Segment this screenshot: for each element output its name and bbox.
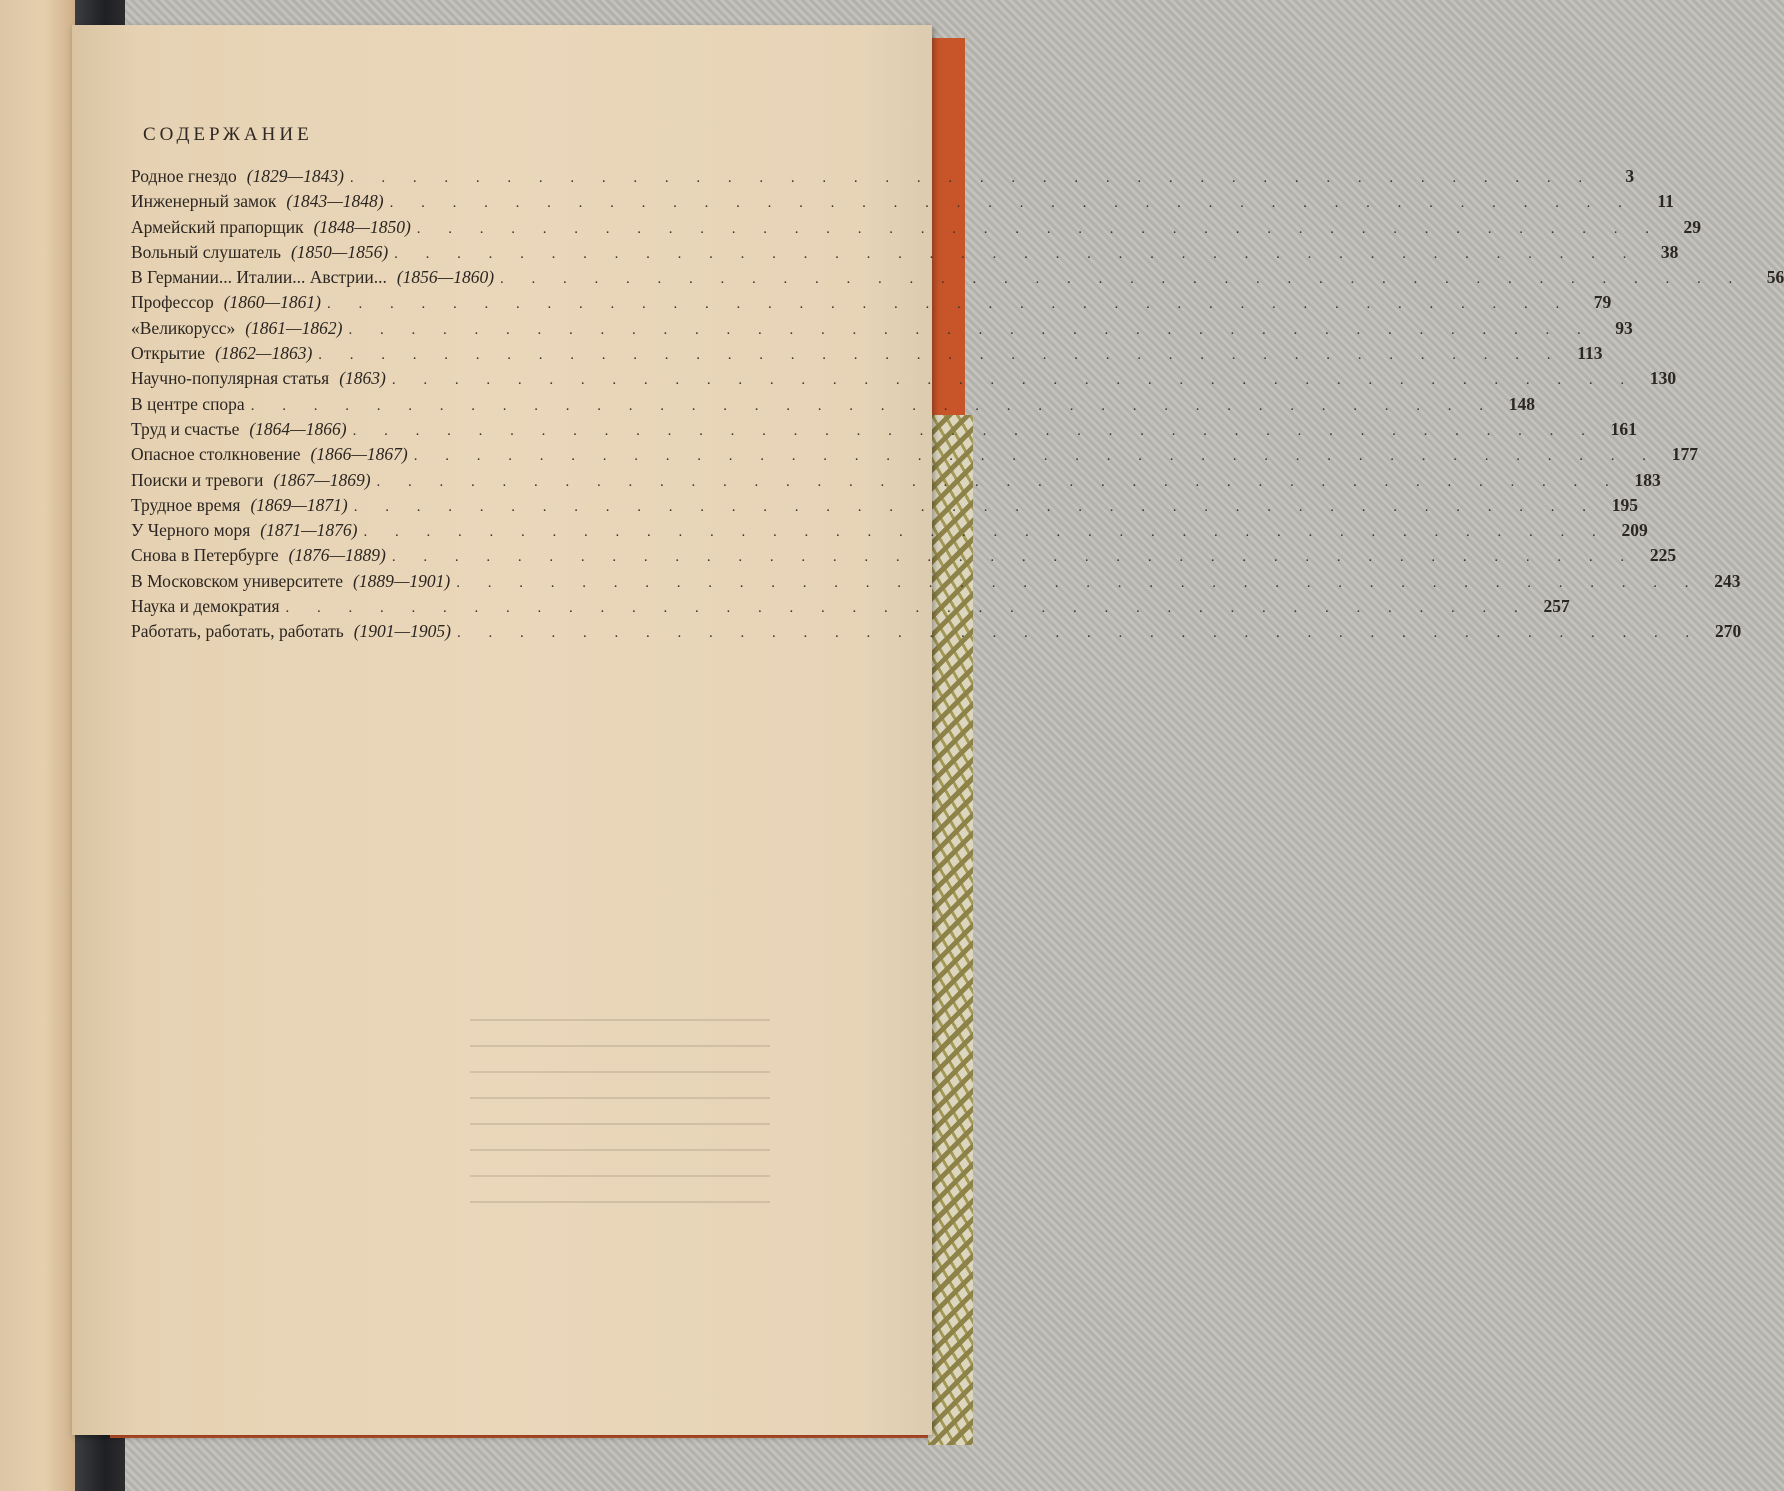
- toc-entry: [131, 469, 1661, 495]
- toc-list: [131, 166, 1784, 647]
- toc-entry-page-number: 29: [1683, 216, 1702, 237]
- toc-entry-years: (1843—1848): [286, 191, 384, 212]
- toc-entry-title: Открытие: [131, 343, 206, 364]
- toc-entry: [131, 596, 1570, 621]
- toc-entry-title: В Германии... Италии... Австрии...: [131, 267, 387, 288]
- toc-leader-dots: . . . . . . . . . . . . . . . . . . . . . . . . . . . . . . . . . . . . . . . .: [353, 498, 1598, 515]
- toc-entry: [131, 317, 1633, 343]
- toc-entry-page-number: 148: [1508, 393, 1535, 414]
- toc-entry: [131, 292, 1612, 317]
- toc-entry-title: Опасное столкновение: [131, 444, 301, 465]
- toc-entry-page-number: 225: [1649, 545, 1677, 566]
- toc-entry-years: (1863): [339, 368, 386, 389]
- toc-entry-title: В Московском университете: [131, 570, 344, 591]
- toc-entry-years: (1866—1867): [310, 444, 408, 465]
- toc-entry: [131, 570, 1741, 596]
- toc-entry: [131, 621, 1742, 646]
- toc-title: СОДЕРЖАНИЕ: [143, 124, 313, 145]
- toc-entry-title: Труд и счастье: [131, 418, 240, 439]
- toc-entry-years: (1848—1850): [313, 216, 411, 237]
- toc-entry-title: Инженерный замок: [131, 191, 277, 212]
- toc-entry-title: Вольный слушатель: [131, 241, 281, 262]
- toc-entry-page-number: 209: [1621, 520, 1648, 541]
- toc-entry-title: Снова в Петербурге: [131, 545, 279, 566]
- toc-entry: [131, 393, 1535, 419]
- toc-entry-years: (1867—1869): [273, 469, 371, 490]
- toc-entry: [131, 368, 1677, 393]
- toc-entry-years: (1871—1876): [260, 520, 358, 541]
- toc-entry-page-number: 195: [1611, 494, 1638, 515]
- toc-entry: [131, 418, 1637, 444]
- toc-entry-title: В центре спора: [131, 393, 245, 414]
- toc-entry-title: Научно-популярная статья: [131, 368, 330, 389]
- toc-leader-dots: . . . . . . . . . . . . . . . . . . . . . . . . . . . . . . . . . . . . . . . .: [326, 296, 1572, 313]
- toc-entry-page-number: 183: [1634, 469, 1661, 490]
- toc-entry-page-number: 56: [1766, 267, 1784, 288]
- toc-leader-dots: . . . . . . . . . . . . . . . . . . . . . . . . . . . . . . . . . . . . . . . .: [416, 220, 1662, 237]
- toc-leader-dots: . . . . . . . . . . . . . . . . . . . . . . . . . . . . . . . . . . . . . . . .: [389, 195, 1634, 212]
- show-through-text: [470, 1005, 770, 1215]
- toc-entry-page-number: 161: [1610, 418, 1637, 439]
- toc-leader-dots: . . . . . . . . . . . . . . . . . . . . . . . . . . . . . . . . . . . . . . . .: [285, 600, 1530, 617]
- toc-entry-page-number: 79: [1593, 292, 1612, 313]
- toc-entry: [131, 216, 1702, 242]
- toc-entry: [131, 444, 1698, 469]
- toc-leader-dots: . . . . . . . . . . . . . . . . . . . . . . . . . . . . . . . . . . . . . . . .: [500, 271, 1745, 288]
- toc-entry-page-number: 93: [1615, 317, 1633, 338]
- toc-entry-title: Родное гнездо: [131, 166, 237, 186]
- cover-pattern: [928, 415, 973, 1445]
- toc-entry-title: Профессор: [131, 292, 214, 313]
- toc-entry: [131, 166, 1635, 191]
- toc-entry: [131, 520, 1648, 545]
- toc-entry-title: Работать, работать, работать: [131, 621, 344, 642]
- toc-entry-title: «Великорусс»: [131, 317, 236, 338]
- toc-entry-years: (1864—1866): [249, 418, 347, 439]
- toc-leader-dots: . . . . . . . . . . . . . . . . . . . . . . . . . . . . . . . . . . . . . . . .: [318, 347, 1563, 364]
- toc-entry-years: (1889—1901): [353, 570, 451, 591]
- toc-leader-dots: . . . . . . . . . . . . . . . . . . . . . . . . . . . . . . . . . . . . . . . .: [376, 473, 1621, 490]
- toc-entry-years: (1861—1862): [245, 317, 343, 338]
- toc-entry-title: Армейский прапорщик: [131, 216, 304, 237]
- toc-entry-title: Трудное время: [131, 494, 241, 515]
- toc-entry-page-number: 130: [1649, 368, 1677, 389]
- toc-leader-dots: . . . . . . . . . . . . . . . . . . . . . . . . . . . . . . . . . . . . . . . .: [352, 422, 1597, 439]
- toc-entry: [131, 545, 1677, 570]
- toc-entry-page-number: 113: [1577, 343, 1603, 364]
- toc-entry-page-number: 177: [1671, 444, 1698, 465]
- toc-entry-page-number: 243: [1714, 570, 1741, 591]
- toc-leader-dots: . . . . . . . . . . . . . . . . . . . . . . . . . . . . . . . . . . . . . . . .: [394, 245, 1639, 262]
- toc-entry-years: (1901—1905): [353, 621, 451, 642]
- toc-leader-dots: . . . . . . . . . . . . . . . . . . . . . . . . . . . . . . . . . . . . . . . .: [456, 625, 1702, 642]
- toc-entry-title: Поиски и тревоги: [131, 469, 264, 490]
- toc-entry: [131, 267, 1784, 292]
- toc-leader-dots: . . . . . . . . . . . . . . . . . . . . . . . . . . . . . . . . . . . . . . . .: [413, 448, 1658, 465]
- toc-entry-page-number: 11: [1657, 191, 1674, 212]
- toc-leader-dots: . . . . . . . . . . . . . . . . . . . . . . . . . . . . . . . . . . . . . . . .: [391, 372, 1637, 389]
- toc-entry-page-number: 38: [1660, 241, 1679, 262]
- toc-leader-dots: . . . . . . . . . . . . . . . . . . . . . . . . . . . . . . . . . . . . . . . .: [349, 170, 1595, 186]
- toc-leader-dots: . . . . . . . . . . . . . . . . . . . . . . . . . . . . . . . . . . . . . . . .: [363, 524, 1608, 541]
- toc-leader-dots: . . . . . . . . . . . . . . . . . . . . . . . . . . . . . . . . . . . . . . . .: [348, 321, 1593, 338]
- toc-entry-page-number: 257: [1543, 596, 1570, 617]
- toc-entry: [131, 343, 1603, 368]
- toc-entry-years: (1829—1843): [246, 166, 344, 186]
- toc-entry-title: Наука и демократия: [131, 596, 280, 617]
- toc-entry-page-number: 270: [1714, 621, 1742, 642]
- toc-entry-page-number: 3: [1625, 166, 1635, 186]
- toc-leader-dots: . . . . . . . . . . . . . . . . . . . . . . . . . . . . . . . . . . . . . . . .: [456, 574, 1701, 591]
- toc-entry-years: (1869—1871): [250, 494, 348, 515]
- toc-entry-years: (1850—1856): [290, 241, 389, 262]
- toc-entry: [131, 191, 1674, 216]
- left-page: [0, 0, 75, 1491]
- toc-entry-title: У Черного моря: [131, 520, 251, 541]
- toc-leader-dots: . . . . . . . . . . . . . . . . . . . . . . . . . . . . . . . . . . . . . . . .: [250, 397, 1495, 414]
- toc-entry: [131, 241, 1679, 267]
- toc-entry-years: (1876—1889): [288, 545, 386, 566]
- toc-entry: [131, 494, 1638, 520]
- toc-leader-dots: . . . . . . . . . . . . . . . . . . . . . . . . . . . . . . . . . . . . . . . .: [391, 549, 1637, 566]
- toc-entry-years: (1856—1860): [396, 267, 495, 288]
- toc-entry-years: (1862—1863): [215, 343, 313, 364]
- toc-entry-years: (1860—1861): [223, 292, 321, 313]
